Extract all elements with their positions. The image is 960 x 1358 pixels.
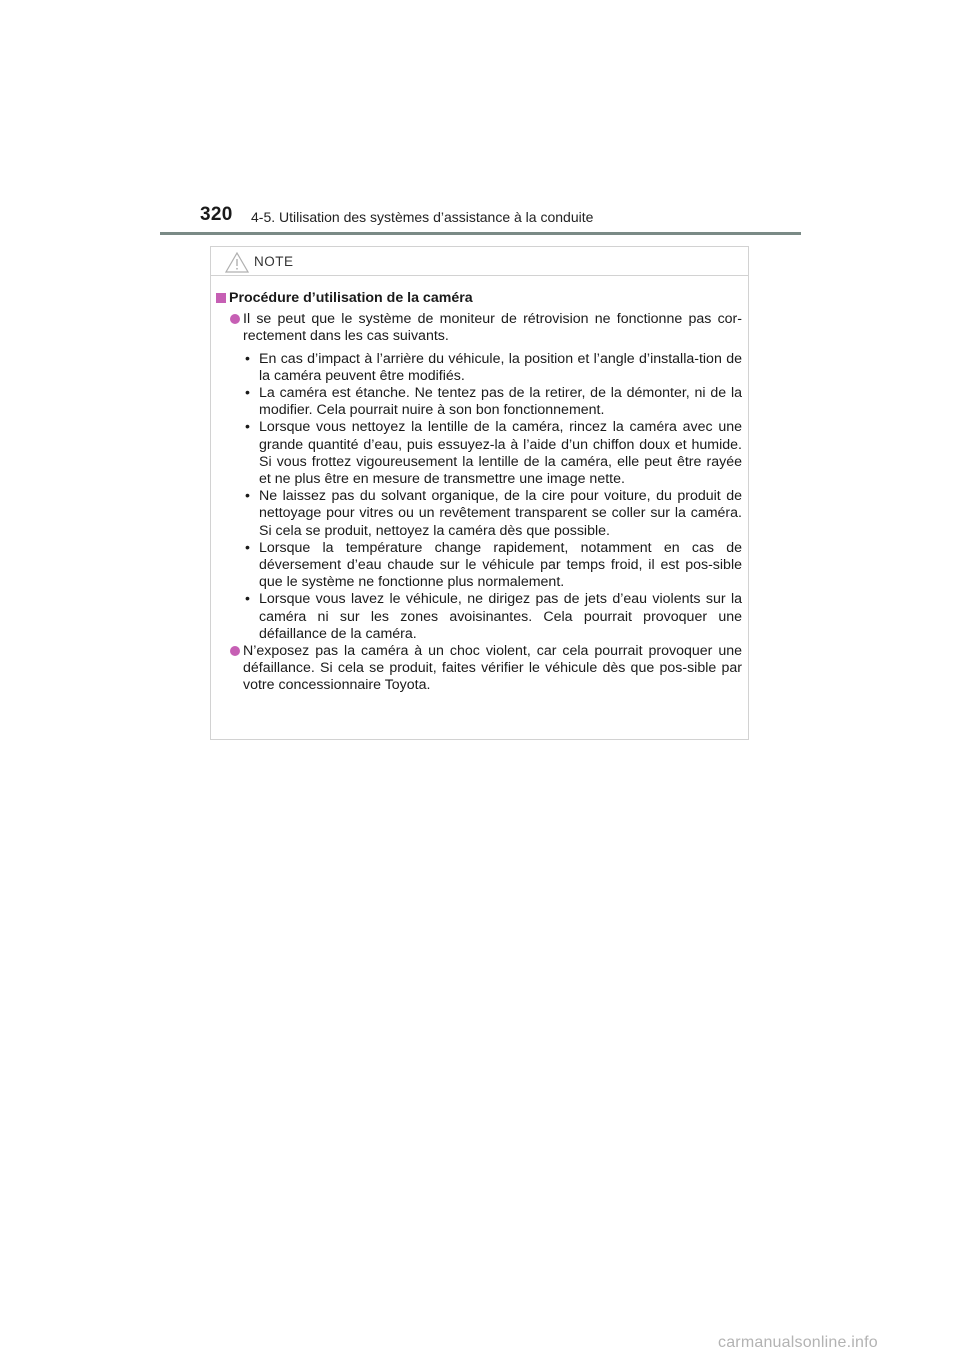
- note-heading-text: Procédure d’utilisation de la caméra: [229, 290, 473, 306]
- sub-list-item: • Ne laissez pas du solvant organique, de la cire pour voiture, du produit de nettoyage pour vitres ou un revêtement transparent se coller sur la caméra. Si cela se produit, nettoyez la caméra dès que possible.: [215, 488, 742, 540]
- sub-list-item: • La caméra est étanche. Ne tentez pas de la retirer, de la démonter, ni de la modifier. Cela pourrait nuire à son bon fonctionnement.: [215, 385, 742, 419]
- note-point-2: [215, 643, 742, 695]
- circle-bullet-icon: [230, 314, 240, 324]
- sub-list-item: • Lorsque vous nettoyez la lentille de la caméra, rincez la caméra avec une grande quantité d’eau, puis essuyez-la à l’aide d’un chiffon doux et humide. Si vous frottez vigoureusement la lentille de la caméra, elle peut être rayée et ne plus être en mesure de transmettre une image nette.: [215, 419, 742, 488]
- watermark: carmanualsonline.info: [718, 1334, 878, 1351]
- warning-triangle-icon: [225, 252, 249, 273]
- sub-list-item: • En cas d’impact à l’arrière du véhicule, la position et l’angle d’installa-tion de la caméra peuvent être modifiés.: [215, 351, 742, 385]
- note-header: [211, 247, 748, 276]
- section-title: 4-5. Utilisation des systèmes d’assistance à la conduite: [251, 209, 594, 225]
- sub-list-item: • Lorsque vous lavez le véhicule, ne dirigez pas de jets d’eau violents sur la caméra ni sur les zones avoisinantes. Cela pourrait provoquer une défaillance de la caméra.: [215, 591, 742, 643]
- note-point-1-text: Il se peut que le système de moniteur de rétrovision ne fonctionne pas cor-rectement dans les cas suivants.: [243, 311, 742, 345]
- note-point-2-text: N’exposez pas la caméra à un choc violent, car cela pourrait provoquer une défaillance. Si cela se produit, faites vérifier le véhicule dès que pos-sible par votre concessionnaire Toyota.: [243, 643, 742, 694]
- note-heading: [215, 290, 742, 307]
- sub-list-item: • Lorsque la température change rapidement, notamment en cas de déversement d’eau chaude sur le véhicule par temps froid, il est pos-sible que le système ne fonctionne plus normalement.: [215, 540, 742, 592]
- page-number: 320: [200, 204, 233, 225]
- circle-bullet-icon: [230, 646, 240, 656]
- note-body: [211, 276, 748, 695]
- note-point-1: [215, 311, 742, 345]
- note-label: NOTE: [254, 254, 294, 269]
- note-box: [210, 246, 749, 740]
- sub-list: [215, 351, 742, 643]
- square-bullet-icon: [216, 293, 226, 303]
- header-rule: [160, 232, 801, 235]
